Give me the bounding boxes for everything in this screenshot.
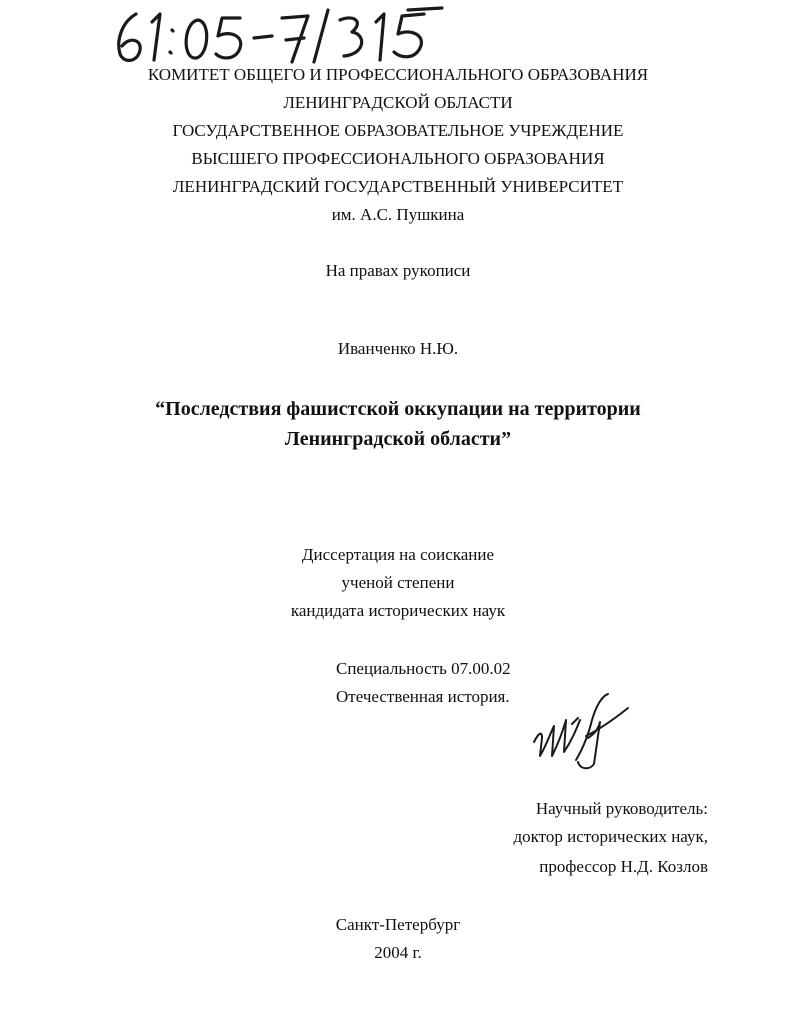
year: 2004 г. <box>374 943 422 962</box>
header-line-1: КОМИТЕТ ОБЩЕГО И ПРОФЕССИОНАЛЬНОГО ОБРАЗОВАНИЯ <box>147 65 649 84</box>
handwritten-archive-number <box>108 0 448 70</box>
university-name-suffix: им. А.С. Пушкина <box>331 205 465 224</box>
specialty-code: Специальность 07.00.02 <box>336 659 511 678</box>
header-line-5: ЛЕНИНГРАДСКИЙ ГОСУДАРСТВЕННЫЙ УНИВЕРСИТЕТ <box>172 177 624 196</box>
dissertation-title-line-1: “Последствия фашистской оккупации на территории <box>155 398 641 420</box>
city: Санкт-Петербург <box>335 915 461 934</box>
supervisor-degree: доктор исторических наук, <box>513 827 708 846</box>
degree-line-2: ученой степени <box>341 573 455 592</box>
supervisor-label: Научный руководитель: <box>535 799 708 818</box>
handwritten-signature <box>528 690 633 774</box>
header-line-4: ВЫСШЕГО ПРОФЕССИОНАЛЬНОГО ОБРАЗОВАНИЯ <box>191 149 605 168</box>
header-line-2: ЛЕНИНГРАДСКОЙ ОБЛАСТИ <box>283 93 513 112</box>
signature-drawing <box>528 690 633 774</box>
degree-line-3: кандидата исторических наук <box>290 601 506 620</box>
author-name: Иванченко Н.Ю. <box>337 339 459 358</box>
manuscript-note: На правах рукописи <box>325 261 471 280</box>
header-line-3: ГОСУДАРСТВЕННОЕ ОБРАЗОВАТЕЛЬНОЕ УЧРЕЖДЕНИЕ <box>172 121 624 140</box>
specialty-name: Отечественная история. <box>336 687 510 706</box>
dissertation-title-line-2: Ленинградской области” <box>284 428 512 450</box>
handwritten-number-drawing <box>108 0 448 70</box>
supervisor-name: профессор Н.Д. Козлов <box>539 857 708 876</box>
degree-line-1: Диссертация на соискание <box>301 545 495 564</box>
